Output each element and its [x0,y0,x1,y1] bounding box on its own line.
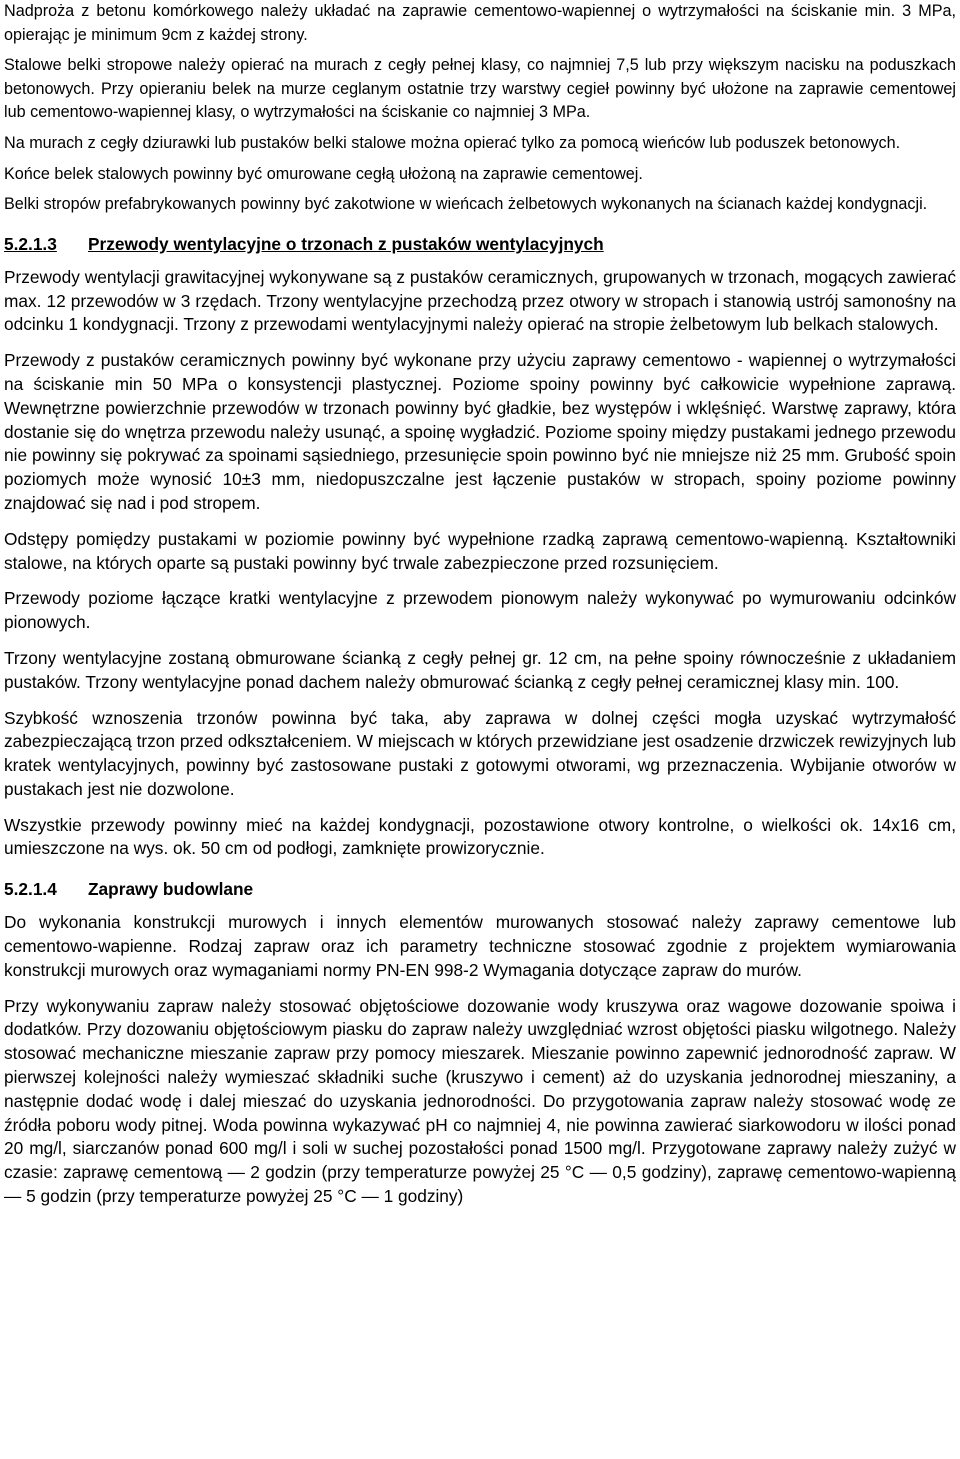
section-heading-mortars [4,877,956,901]
paragraph-prefab-beams: Belki stropów prefabrykowanych powinny być zakotwione w wieńcach żelbetowych wykonanych na ścianach każdej kondygnacji. [4,195,928,214]
paragraph-ceramic-blocks: Przewody z pustaków ceramicznych powinny być wykonane przy użyciu zaprawy cementowo - wapiennej o wytrzymałości na ściskanie min 50 MPa o konsystencji plastycznej. Poziome spoiny powinny być całkowicie wypełnione zaprawą. Wewnętrzne powierzchnie przewodów w trzonach powinny być gładkie, bez występów i wklęśnięć. Warstwę zaprawy, która dostanie się do wnętrza przewodu należy usunąć, a spoinę wygładzić. Poziome spoiny między pustakami jednego przewodu nie powinny się pokrywać za spoinami sąsiedniego, przesunięcie spoin powinno być nie mniejsze niż 25 mm. Grubość spoin poziomych może wynosić 10±3 mm, niedopuszczalne jest łączenie pustaków w stropach, spoiny poziome powinny znajdować się nad i pod stropem. [4,350,956,513]
section-heading-ventilation [4,232,956,256]
section-number: 5.2.1.3 [4,233,57,254]
paragraph-steel-beams: Stalowe belki stropowe należy opierać na murach z cegły pełnej klasy, co najmniej 7,5 lub przy większym nacisku na poduszkach betonowych. Przy opieraniu belek na murze ceglanym ostatnie trzy warstwy cegieł powinny być ułożone na zaprawie cementowej lub cementowo-wapiennej klasy, o wytrzymałości na ściskanie co najmniej 3 MPa. [4,56,956,122]
paragraph-horizontal-ducts: Przewody poziome łączące kratki wentylacyjne z przewodem pionowym należy wykonywać po wymurowaniu odcinków pionowych. [4,588,956,633]
document-page [4,0,956,1209]
section-number: 5.2.1.4 [4,879,57,900]
paragraph-mortar-preparation: Przy wykonywaniu zapraw należy stosować objętościowe dozowanie wody kruszywa oraz wagowe dozowanie spoiwa i dodatków. Przy dozowaniu objętościowym piasku do zapraw należy uwzględniać wzrost objętości piasku wilgotnego. Należy stosować mechaniczne mieszanie zapraw przy pomocy mieszarek. Mieszanie powinno zapewnić jednorodność zapraw. W pierwszej kolejności należy wymieszać składniki suche (kruszywo i cement) aż do uzyskania jednorodnej mieszaniny, a następnie dodać wodę i dalej mieszać do uzyskania jednorodności. Do przygotowania zapraw należy stosować wodę ze źródła poboru wody pitnej. Woda powinna wykazywać pH co najmniej 4, nie powinna zawierać siarkowodoru w ilości ponad 20 mg/l, siarczanów ponad 600 mg/l i soli w suchej pozostałości ponad 1500 mg/l. Przygotowane zaprawy należy zużyć w czasie: zaprawę cementową — 2 godzin (przy temperaturze powyżej 25 °C — 0,5 godziny), zaprawę cementowo-wapienną — 5 godzin (przy temperaturze powyżej 25 °C — 1 godziny) [4,995,956,1207]
paragraph-hollow-brick-walls: Na murach z cegły dziurawki lub pustaków belki stalowe można opierać tylko za pomocą wieńców lub poduszek betonowych. [4,133,901,152]
section-title: Przewody wentylacyjne o trzonach z pustaków wentylacyjnych [88,233,604,254]
section-title: Zaprawy budowlane [88,879,254,900]
paragraph-ventilation-ducts: Przewody wentylacji grawitacyjnej wykonywane są z pustaków ceramicznych, grupowanych w trzonach, mogących zawierać max. 12 przewodów w 3 rzędach. Trzony wentylacyjne przechodzą przez otwory w stropach i stanowią ustrój samonośny na odcinku 1 kondygnacji. Trzony z przewodami wentylacyjnymi należy opierać na stropie żelbetowym lub belkach stalowych. [4,266,956,335]
paragraph-mortar-types: Do wykonania konstrukcji murowych i innych elementów murowanych stosować należy zaprawy cementowe lub cementowo-wapienne. Rodzaj zapraw oraz ich parametry techniczne stosować zgodnie z projektem wymiarowania konstrukcji murowych oraz wymaganiami normy PN-EN 998-2 Wymagania dotyczące zapraw do murów. [4,912,956,980]
paragraph-lintels: Nadproża z betonu komórkowego należy układać na zaprawie cementowo-wapiennej o wytrzymałości na ściskanie min. 3 MPa, opierając je minimum 9cm z każdej strony. [4,2,956,44]
paragraph-stack-walls: Trzony wentylacyjne zostaną obmurowane ścianką z cegły pełnej gr. 12 cm, na pełne spoiny równocześnie z układaniem pustaków. Trzony wentylacyjne ponad dachem należy obmurować ścianką z cegły pełnej ceramicznej klasy min. 100. [4,647,956,692]
paragraph-build-speed: Szybkość wznoszenia trzonów powinna być taka, aby zaprawa w dolnej części mogła uzyskać wytrzymałość zabezpieczającą trzon przed odkształceniem. W miejscach w których przewidziane jest osadzenie drzwiczek rewizyjnych lub kratek wentylacyjnych, powinny być zastosowane pustaki z gotowymi otworami, wg przeznaczenia. Wybijanie otworów w pustakach jest nie dozwolone. [4,707,956,799]
paragraph-beam-ends: Końce belek stalowych powinny być omurowane cegłą ułożoną na zaprawie cementowej. [4,164,643,183]
paragraph-control-openings: Wszystkie przewody powinny mieć na każdej kondygnacji, pozostawione otwory kontrolne, o wielkości ok. 14x16 cm, umieszczone na wys. ok. 50 cm od podłogi, zamknięte prowizorycznie. [4,814,956,859]
paragraph-block-spacing: Odstępy pomiędzy pustakami w poziomie powinny być wypełnione rzadką zaprawą cementowo-wapienną. Kształtowniki stalowe, na których oparte są pustaki powinny być trwale zabezpieczone przed rozsunięciem. [4,528,956,573]
